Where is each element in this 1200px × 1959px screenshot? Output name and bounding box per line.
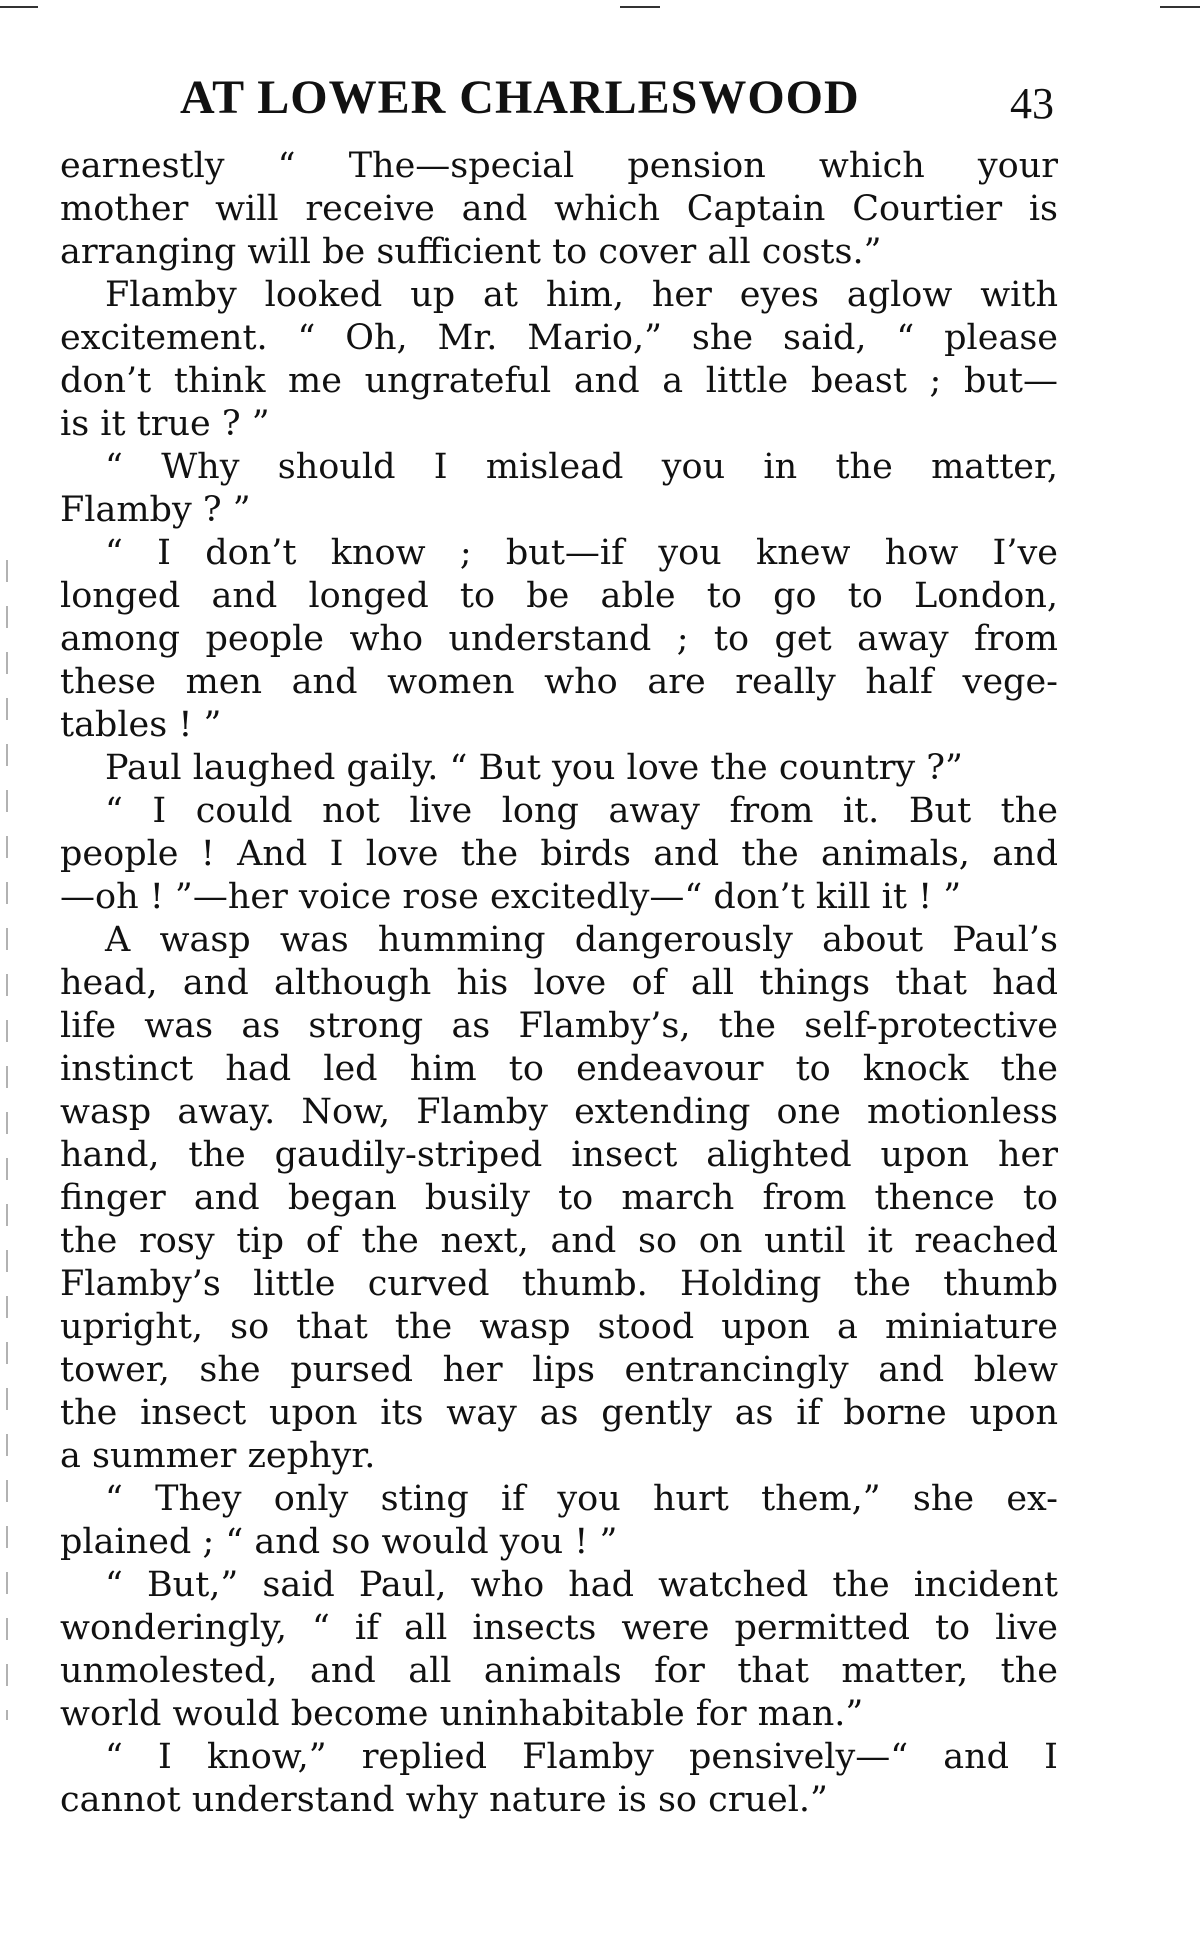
text-line: “ They only sting if you hurt them,” she ex- [105, 1479, 1058, 1519]
page-edge-shadow [6, 560, 8, 1720]
text-line: “ I don’t know ; but—if you knew how I’ve [105, 533, 1058, 573]
text-line: wonderingly, “ if all insects were permitted to live [60, 1608, 1058, 1648]
page-number: 43 [1010, 79, 1054, 128]
text-line: wasp away. Now, Flamby extending one motionless [60, 1092, 1058, 1132]
text-line: “ Why should I mislead you in the matter, [105, 447, 1058, 487]
text-line: is it true ? ” [60, 404, 270, 444]
text-line: upright, so that the wasp stood upon a miniature [60, 1307, 1058, 1347]
text-line: mother will receive and which Captain Courtier is [60, 189, 1058, 229]
text-line: don’t think me ungrateful and a little beast ; but— [60, 361, 1058, 401]
text-line: the insect upon its way as gently as if borne upon [60, 1393, 1058, 1433]
text-line: Flamby ? ” [60, 490, 251, 530]
text-line: tables ! ” [60, 705, 222, 745]
text-line: “ I know,” replied Flamby pensively—“ and I [105, 1737, 1058, 1777]
text-line: these men and women who are really half vege- [60, 662, 1058, 702]
top-rule-right [1160, 6, 1200, 8]
text-line: people ! And I love the birds and the animals, and [60, 834, 1058, 874]
body-text [60, 145, 1058, 1822]
top-rule-left [0, 6, 38, 8]
text-line: arranging will be sufficient to cover all costs.” [60, 232, 882, 272]
text-line: finger and began busily to march from thence to [60, 1178, 1058, 1218]
text-line: cannot understand why nature is so cruel.” [60, 1780, 828, 1820]
text-line: Flamby’s little curved thumb. Holding the thumb [60, 1264, 1058, 1304]
text-line: —oh ! ”—her voice rose excitedly—“ don’t kill it ! ” [60, 877, 962, 917]
text-line: hand, the gaudily-striped insect alighted upon her [60, 1135, 1058, 1175]
text-line: among people who understand ; to get away from [60, 619, 1058, 659]
text-line: excitement. “ Oh, Mr. Mario,” she said, “ please [60, 318, 1058, 358]
text-line: the rosy tip of the next, and so on until it reached [60, 1221, 1058, 1261]
text-line: longed and longed to be able to go to London, [60, 576, 1058, 616]
text-line: world would become uninhabitable for man.” [60, 1694, 864, 1734]
text-line: a summer zephyr. [60, 1436, 376, 1476]
text-line: earnestly “ The—special pension which your [60, 146, 1058, 186]
top-rule-center [620, 6, 660, 8]
text-line: instinct had led him to endeavour to knock the [60, 1049, 1058, 1089]
text-line: Paul laughed gaily. “ But you love the country ?” [105, 748, 963, 788]
text-line: head, and although his love of all things that had [60, 963, 1058, 1003]
running-head: AT LOWER CHARLESWOOD [180, 71, 860, 124]
text-line: life was as strong as Flamby’s, the self-protective [60, 1006, 1058, 1046]
text-line: tower, she pursed her lips entrancingly and blew [60, 1350, 1058, 1390]
text-line: unmolested, and all animals for that matter, the [60, 1651, 1058, 1691]
text-line: Flamby looked up at him, her eyes aglow with [105, 275, 1058, 315]
text-line: “ I could not live long away from it. But the [105, 791, 1058, 831]
text-line: plained ; “ and so would you ! ” [60, 1522, 618, 1562]
text-line: A wasp was humming dangerously about Paul’s [105, 920, 1058, 960]
text-line: “ But,” said Paul, who had watched the incident [105, 1565, 1058, 1605]
